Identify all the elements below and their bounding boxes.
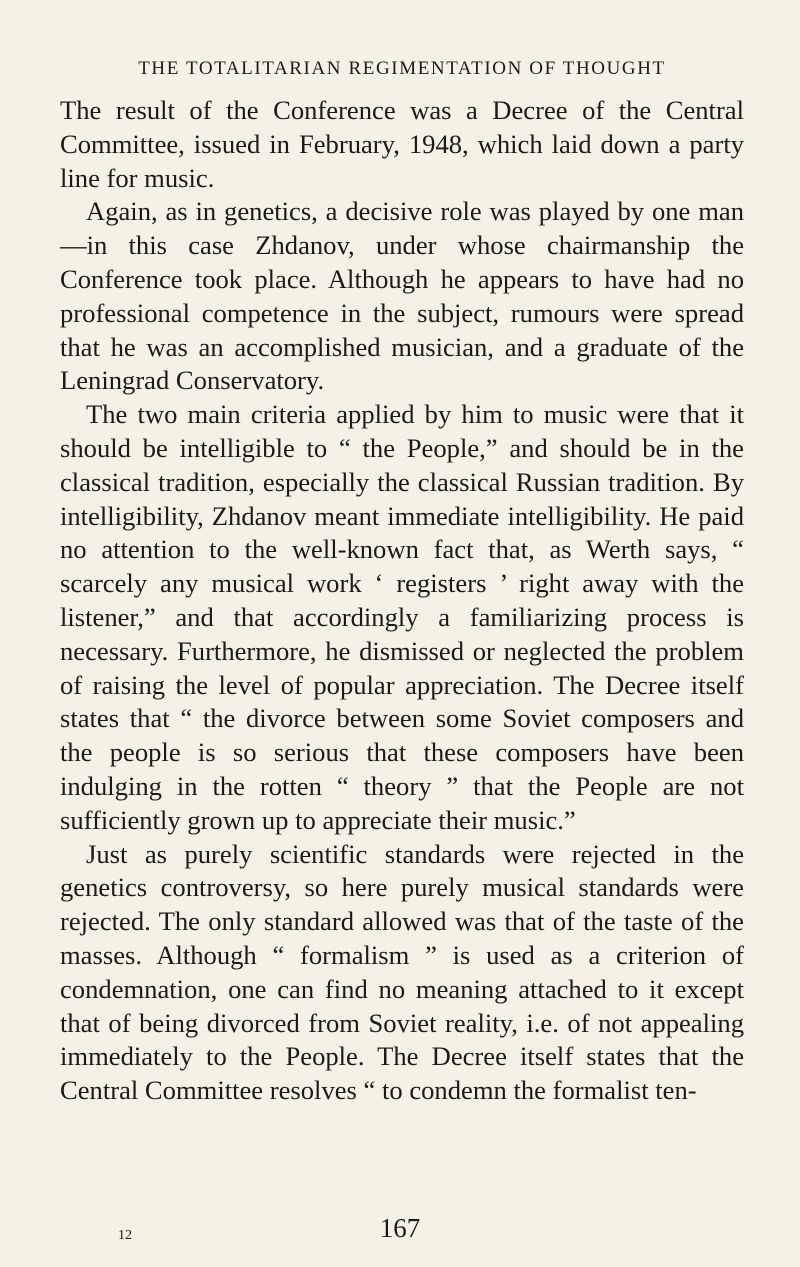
running-head: THE TOTALITARIAN REGIMENTATION OF THOUGHT	[138, 58, 666, 79]
page-number: 167	[379, 1213, 421, 1243]
paragraph: Just as purely scientific standards were rejected in the genetics controversy, so here purely musical standards were rejected. The only standard allowed was that of the taste of the masses. Although “ formalism ” is used as a criterion of condemnation, one can find no meaning attached to it except that of being divorced from Soviet reality, i.e. of not appealing immediately to the People. The Decree itself states that the Central Committee resolves “ to condemn the formalist ten-	[60, 838, 744, 1106]
signature-mark: 12	[118, 1228, 132, 1243]
paragraph: The two main criteria applied by him to music were that it should be intelligible to “ the People,” and should be in the classical tradition, especially the classical Russian tradition. By intelligibility, Zhdanov meant immediate intelligibility. He paid no attention to the well-known fact that, as Werth says, “ scarcely any musical work ‘ registers ’ right away with the listener,” and that accordingly a familiarizing process is necessary. Furthermore, he dismissed or neglected the problem of raising the level of popular appreciation. The Decree itself states that “ the divorce between some Soviet composers and the people is so serious that these composers have been indulging in the rotten “ theory ” that the People are not sufficiently grown up to appreciate their music.”	[60, 399, 744, 835]
body-text	[60, 94, 744, 1108]
book-page	[60, 56, 744, 1108]
paragraph: Again, as in genetics, a decisive role was played by one man—in this case Zhdanov, under whose chairmanship the Conference took place. Although he appears to have had no professional competence in the subject, rumours were spread that he was an accomplished musician, and a graduate of the Leningrad Conservatory.	[60, 196, 744, 396]
paragraph: The result of the Conference was a Decree of the Central Committee, issued in February, 1948, which laid down a party line for music.	[60, 95, 744, 193]
